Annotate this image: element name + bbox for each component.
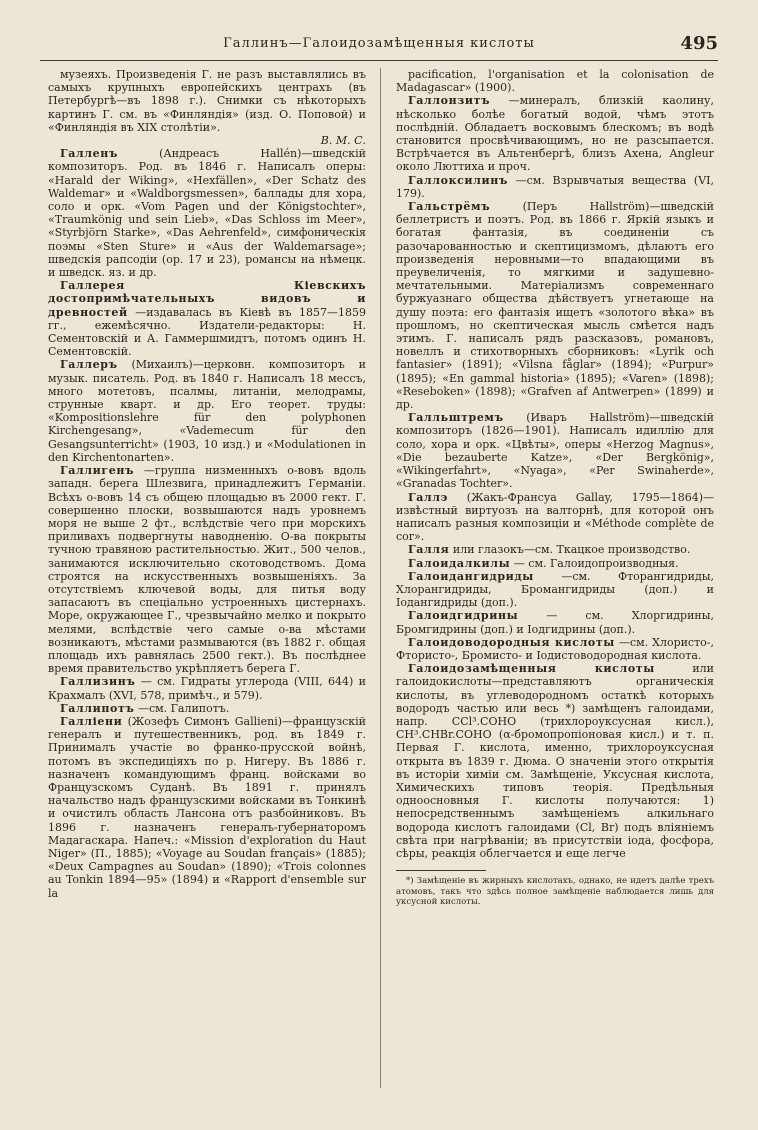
entry-headword: Галоидозамѣщенныя кислоты [408, 662, 655, 676]
entry-text: (Михаилъ)—церковн. композиторъ и музык. писатель. Род. въ 1840 г. Написалъ 18 мессъ, много мотетовъ, псалмы, литаніи, мелодрамы, струнные кварт. и др. Его теорет. труды: «Kompositionslehre für den polyphonen Kirchengesang», «Vademecum für den Gesangsunterricht» (1903, 10 изд.) и «Modulationen in den Kirchentonarten». [48, 358, 366, 464]
entry-headword: Галоидалкилы [408, 556, 511, 570]
entry-text: — см. Хлоргидрины, Бромгидрины (доп.) и Іодгидрины (доп.). [396, 609, 715, 636]
dictionary-entry [396, 543, 714, 556]
entry-headword: Галоидангидриды [408, 569, 534, 583]
entry-text: —группа низменныхъ о-вовъ вдоль западн. берега Шлезвига, принадлежитъ Германіи. Всѣхъ о-вовъ 14 съ общею площадью въ 2000 гект. Г. совершенно плоски, возвышаются надъ уровнемъ моря не выше 2 фт., вслѣдствіе чего при морскихъ приливахъ подвергнуты наводненію. О-ва покрыты тучною травяною растительностью. Жит., 500 челов., занимаются исключительно скотоводствомъ. Дома строятся на искусственныхъ возвышеніяхъ. За отсутствіемъ ключевой воды, для питья воду запасаютъ въ спеціально устроенныхъ цистернахъ. Море, окружающее Г., чрезвычайно мелко и покрыто мелями, вслѣдствіе чего самые о-ва мѣстами возникаютъ, мѣстами размываются (въ 1882 г. общая площадь ихъ равнялась 2500 гект.). Въ послѣднее время правительство укрѣпляетъ берега Г. [48, 464, 367, 676]
footnote: *) Замѣщеніе въ жирныхъ кислотахъ, однако, не идетъ далѣе трехъ атомовъ, такъ что здѣсь полное замѣщеніе наблюдается лишь для уксусной кислоты. [396, 876, 714, 908]
entry-text: — см. Галоидопроизводныя. [513, 556, 679, 570]
dictionary-entry [396, 570, 714, 610]
dictionary-entry [48, 464, 366, 675]
dictionary-entry [48, 279, 366, 358]
entry-text: (Перъ Hallström)—шведскій беллетристъ и поэтъ. Род. въ 1866 г. Яркій языкъ и богатая фантазія, въ соединеніи съ разочарованностью и скептицизмомъ, дѣлаютъ его произведенія неровными—то впадающими въ преувеличенія, то мягкими и задушевно-мечтательными. Матеріализмъ современнаго буржуазнаго общества дѣйствуетъ угнетающе на душу поэта: его фантазія ищетъ «золотого вѣка» въ прошломъ, но скептическая мысль смѣется надъ этимъ. Г. написалъ рядъ разсказовъ, романовъ, новеллъ и стихотворныхъ сборниковъ: «Lyrik och fantasier» (1891); «Vilsna fåglar» (1894); «Purpur» (1895); «En gammal historia» (1895); «Varen» (1898); «Reseboken» (1898); «Grafven af Antwerpen» (1899) и др. [396, 200, 715, 412]
entry-text: или глазокъ—см. Ткацкое производство. [452, 543, 691, 557]
dictionary-entry [396, 491, 714, 544]
footnote-rule [396, 870, 486, 871]
right-entries [396, 68, 714, 860]
entry-headword: Галлоксилинъ [408, 173, 508, 187]
entry-headword: Галлипотъ [60, 701, 135, 715]
entry-headword: Галлигенъ [60, 464, 135, 478]
column-divider [380, 68, 381, 1088]
entry-text: —см. Фторангидриды, Хлорангидриды, Бромангидриды (доп.) и Іодангидриды (доп.). [396, 569, 714, 610]
entry-headword: Галлизинъ [60, 675, 136, 689]
entry-headword: Галлонзитъ [408, 94, 491, 108]
entry-headword: Галоидгидрины [408, 609, 519, 623]
author-signature: В. М. С. [320, 134, 366, 148]
dictionary-entry [48, 702, 366, 715]
dictionary-entry [396, 609, 714, 635]
right-column [396, 68, 714, 908]
dictionary-entry [48, 147, 366, 279]
dictionary-entry [396, 200, 714, 411]
entry-text: —см. Хлористо-, Фтористо-, Бромисто- и Іодистоводородная кислота. [396, 635, 715, 662]
dictionary-entry [48, 675, 366, 701]
page-number: 495 [680, 33, 718, 54]
dictionary-entry [48, 358, 366, 464]
entry-headword: Галліени [60, 714, 123, 728]
entry-text: музеяхъ. Произведенія Г. не разъ выставлялись въ самыхъ крупныхъ европейскихъ центрахъ (въ Петербургѣ—въ 1898 г.). Снимки съ нѣкоторыхъ картинъ Г. см. въ «Финляндія» (изд. О. Поповой) и «Финляндія въ XIX столѣтіи». [48, 68, 366, 134]
entry-headword: Галленъ [60, 147, 118, 161]
entry-headword: Галльштремъ [408, 411, 504, 425]
entry-text: —см. Галипотъ. [137, 701, 230, 715]
entry-text: (Жозефъ Симонъ Gallieni)—французскій генералъ и путешественникъ, род. въ 1849 г. Принималъ участіе во франко-прусской войнѣ, потомъ въ экспедиціяхъ по р. Нигеру. Въ 1886 г. назначенъ командующимъ франц. войсками во Французскомъ Суданѣ. Въ 1891 г. принялъ начальство надъ французскими войсками въ Тонкинѣ и очистилъ область Лансона отъ разбойниковъ. Въ 1896 г. назначенъ генералъ-губернаторомъ Мадагаскара. Напеч.: «Mission d'exploration du Haut Niger» (П., 1885); «Voyage au Soudan français» (1885); «Deux Campagnes au Soudan» (1890); «Trois colonnes au Tonkin 1894—95» (1894) и «Rapport d'ensemble sur la [48, 714, 366, 900]
running-head: Галлинъ—Галоидозамѣщенныя кислоты [223, 36, 535, 51]
entry-headword: Гальстрёмъ [408, 200, 491, 214]
entry-text: —см. Взрывчатыя вещества (VI, 179). [396, 173, 714, 200]
entry-text: —минералъ, близкій каолину, нѣсколько болѣе богатый водой, чѣмъ этотъ послѣдній. Обладаетъ восковымъ блескомъ; въ водѣ становится просвѣчивающимъ, но не разсыпается. Встрѣчается въ Альтенбергѣ, близъ Ахена, Angleur около Люттиха и проч. [396, 94, 714, 174]
dictionary-entry [48, 68, 366, 134]
dictionary-entry [396, 68, 714, 94]
entry-text: — см. Гидраты углерода (VIII, 644) и Крахмалъ (XVI, 578, примѣч., и 579). [48, 675, 366, 702]
dictionary-entry [396, 557, 714, 570]
entry-headword: Галля [408, 543, 450, 557]
left-column [48, 68, 366, 900]
entry-text: или галоидокислоты—представляютъ органическія кислоты, въ углеводородномъ остаткѣ которыхъ водородъ частью или весь *) замѣщенъ галоидами, напр. CCl³.COHO (трихлороуксусная кисл.), CH³.CHBr.COHO (α-бромопропіоновая кисл.) и т. п. Первая Г. кислота, именно, трихлороуксусная открыта въ 1839 г. Дюма. О значеніи этого открытія въ исторіи химіи см. Замѣщеніе, Уксусная кислота, Химическихъ типовъ теорія. Предѣльныя одноосновныя Г. кислоты получаются: 1) непосредственнымъ замѣщеніемъ алкильнаго водорода кислотъ галоидами (Cl, Br) подъ вліяніемъ свѣта при нагрѣваніи; въ присутствіи іода, фосфора, сѣры, реакція облегчается и еще легче [396, 662, 714, 860]
dictionary-entry [48, 715, 366, 900]
entry-text: —издавалась въ Кіевѣ въ 1857—1859 гг., ежемѣсячно. Издатели-редакторы: Н. Сементовскій и А. Гаммершмидтъ, потомъ одинъ Н. Сементовскій. [48, 305, 366, 359]
dictionary-entry [396, 94, 714, 173]
entry-headword: Галлеръ [60, 358, 118, 372]
page-header [40, 33, 718, 58]
entry-text: (Иваръ Hallström)—шведскій композиторъ (1826—1901). Написалъ идиллію для соло, хора и орк. «Цвѣты», оперы «Herzog Magnus», «Die bezauberte Katze», «Der Bergkönig», «Wikingerfahrt», «Nyaga», «Per Swinaherde», «Granadas Tochter». [396, 411, 714, 491]
header-rule [40, 60, 718, 61]
entry-headword: Галлерея Кіевскихъ достопримѣчательныхъ видовъ и древностей [48, 279, 366, 319]
dictionary-entry [396, 636, 714, 662]
dictionary-entry [396, 174, 714, 200]
entry-headword: Галлэ [408, 490, 448, 504]
dictionary-entry [396, 411, 714, 490]
entry-text: (Жакъ-Франсуа Gallay, 1795—1864)—извѣстный виртуозъ на валторнѣ, для которой онъ написалъ разныя композиціи и «Méthode complète de cor». [396, 490, 715, 544]
entry-headword: Галоидоводородныя кислоты [408, 635, 615, 649]
dictionary-entry [396, 662, 714, 860]
entry-text: (Андреасъ Hallén)—шведскій композиторъ. Род. въ 1846 г. Написалъ оперы: «Harald der Wiking», «Hexfällen», «Der Schatz des Waldemar» и «Waldborgsmessen», баллады для хора, соло и орк. «Vom Pagen und der Königstochter», «Traumkönig und sein Lieb», «Das Schloss im Meer», «Styrbjörn Starke», «Das Aehrenfeld», симфоническія поэмы «Sten Sture» и «Aus der Waldemarsage»; шведскія рапсодіи (ор. 17 и 23), романсы на нѣмецк. и шведск. яз. и др. [48, 147, 367, 280]
entry-text: pacification, l'organisation et la colonisation de Madagascar» (1900). [396, 68, 714, 95]
